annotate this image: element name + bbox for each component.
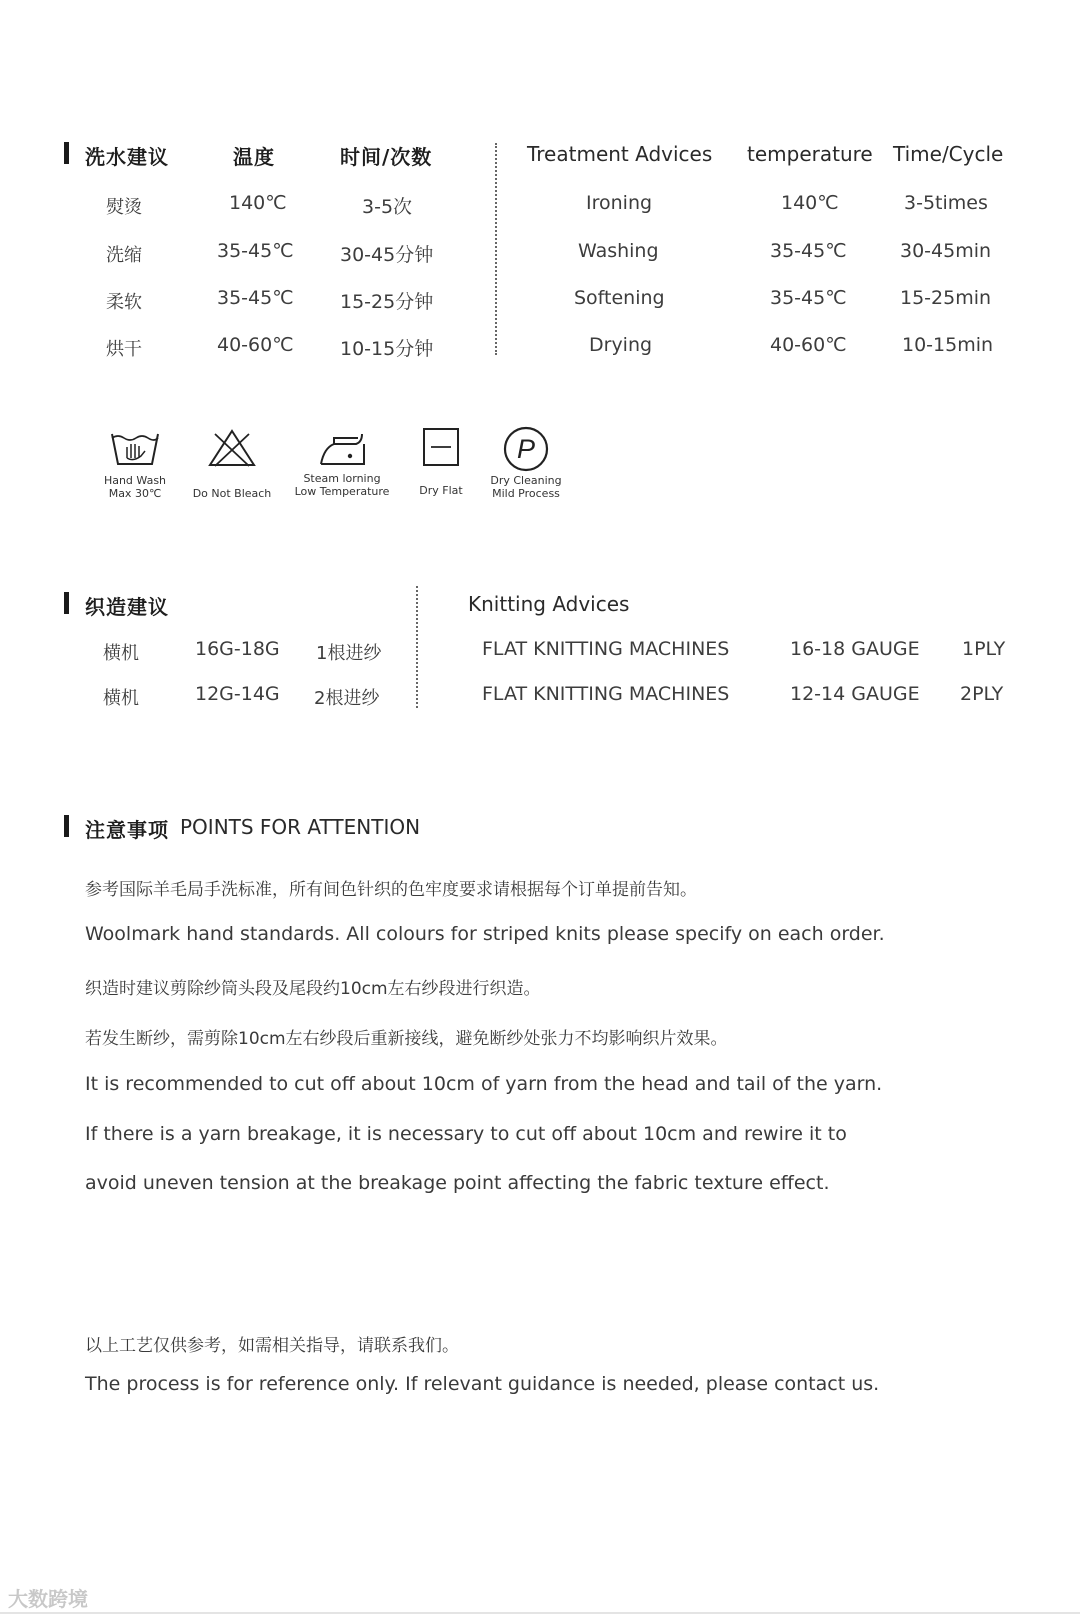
washing-header-en-advice: Treatment Advices	[527, 142, 713, 166]
bottom-divider	[0, 1612, 1080, 1614]
dry-flat-icon	[422, 427, 460, 467]
knitting-cn-row1-machine: 横机	[103, 643, 139, 664]
washing-header-cn-advice: 洗水建议	[85, 145, 169, 169]
washing-cn-row-soft-time: 15-25分钟	[340, 291, 434, 313]
washing-header-cn-temp: 温度	[233, 145, 275, 169]
knitting-divider	[416, 586, 418, 708]
washing-header-en-temp: temperature	[747, 142, 873, 166]
attention-title-en: POINTS FOR ATTENTION	[180, 815, 421, 839]
knitting-cn-row2-ply: 2根进纱	[314, 688, 380, 709]
knitting-title-en: Knitting Advices	[468, 592, 630, 616]
washing-cn-row-shrink-temp: 35-45℃	[217, 240, 294, 262]
hand-wash-caption: Hand Wash Max 30℃	[103, 474, 167, 500]
knitting-en-row2-machine: FLAT KNITTING MACHINES	[482, 683, 730, 705]
knitting-en-row1-machine: FLAT KNITTING MACHINES	[482, 638, 730, 660]
knitting-en-row1-gauge: 16-18 GAUGE	[790, 638, 920, 660]
washing-divider	[495, 143, 497, 355]
attention-line-4: 若发生断纱，需剪除10cm左右纱段后重新接线，避免断纱处张力不均影响织片效果。	[85, 1029, 728, 1049]
washing-cn-row-ironing-label: 熨烫	[106, 197, 142, 218]
washing-en-row-washing-label: Washing	[578, 240, 659, 262]
washing-en-row-washing-temp: 35-45℃	[770, 240, 847, 262]
knitting-title-cn: 织造建议	[85, 595, 169, 619]
attention-line-7: avoid uneven tension at the breakage point affecting the fabric texture effect.	[85, 1172, 830, 1194]
attention-title-cn: 注意事项	[85, 818, 169, 842]
washing-en-row-dry-label: Drying	[589, 334, 653, 356]
washing-en-row-ironing-label: Ironing	[586, 192, 653, 214]
dry-flat-caption: Dry Flat	[419, 484, 463, 497]
attention-line-2: Woolmark hand standards. All colours for striped knits please specify on each order.	[85, 923, 885, 945]
steam-iron-icon	[318, 430, 368, 468]
footer-note-en: The process is for reference only. If relevant guidance is needed, please contact us.	[85, 1373, 880, 1395]
knitting-en-row2-ply: 2PLY	[960, 683, 1004, 705]
washing-cn-row-ironing-time: 3-5次	[362, 196, 413, 218]
watermark-logo: 大数跨境	[8, 1587, 88, 1611]
washing-en-row-dry-temp: 40-60℃	[770, 334, 847, 356]
washing-en-row-dry-time: 10-15min	[902, 334, 994, 356]
attention-line-3: 织造时建议剪除纱筒头段及尾段约10cm左右纱段进行织造。	[85, 979, 541, 999]
section-marker-washing	[64, 142, 69, 164]
washing-header-en-time: Time/Cycle	[893, 142, 1004, 166]
dry-cleaning-p-icon	[502, 425, 550, 473]
attention-line-1: 参考国际羊毛局手洗标准，所有间色针织的色牢度要求请根据每个订单提前告知。	[85, 880, 697, 900]
washing-en-row-soft-label: Softening	[574, 287, 665, 309]
do-not-bleach-caption: Do Not Bleach	[192, 487, 272, 500]
washing-cn-row-shrink-label: 洗缩	[106, 245, 142, 266]
washing-cn-row-shrink-time: 30-45分钟	[340, 244, 434, 266]
do-not-bleach-icon	[207, 428, 257, 468]
knitting-en-row2-gauge: 12-14 GAUGE	[790, 683, 920, 705]
attention-line-6: If there is a yarn breakage, it is necessary to cut off about 10cm and rewire it to	[85, 1123, 847, 1145]
washing-en-row-soft-temp: 35-45℃	[770, 287, 847, 309]
steam-iron-caption: Steam lorning Low Temperature	[294, 472, 390, 498]
knitting-cn-row2-machine: 横机	[103, 688, 139, 709]
washing-en-row-soft-time: 15-25min	[900, 287, 992, 309]
washing-en-row-washing-time: 30-45min	[900, 240, 992, 262]
knitting-cn-row1-gauge: 16G-18G	[195, 638, 280, 660]
washing-cn-row-dry-label: 烘干	[106, 339, 142, 360]
washing-cn-row-dry-temp: 40-60℃	[217, 334, 294, 356]
section-marker-knitting	[64, 592, 69, 614]
knitting-cn-row1-ply: 1根进纱	[316, 643, 382, 664]
washing-cn-row-soft-temp: 35-45℃	[217, 287, 294, 309]
knitting-en-row1-ply: 1PLY	[962, 638, 1006, 660]
section-marker-attention	[64, 815, 69, 837]
washing-cn-row-soft-label: 柔软	[106, 292, 142, 313]
washing-en-row-ironing-time: 3-5times	[904, 192, 988, 214]
footer-note-cn: 以上工艺仅供参考，如需相关指导，请联系我们。	[85, 1336, 459, 1356]
hand-wash-icon	[110, 430, 160, 468]
washing-cn-row-ironing-temp: 140℃	[229, 192, 287, 214]
knitting-cn-row2-gauge: 12G-14G	[195, 683, 280, 705]
washing-cn-row-dry-time: 10-15分钟	[340, 338, 434, 360]
washing-header-cn-time: 时间/次数	[340, 145, 433, 169]
dry-cleaning-caption: Dry Cleaning Mild Process	[490, 474, 562, 500]
dry-cleaning-symbol: P	[516, 434, 536, 464]
attention-line-5: It is recommended to cut off about 10cm of yarn from the head and tail of the yarn.	[85, 1073, 883, 1095]
washing-en-row-ironing-temp: 140℃	[781, 192, 839, 214]
